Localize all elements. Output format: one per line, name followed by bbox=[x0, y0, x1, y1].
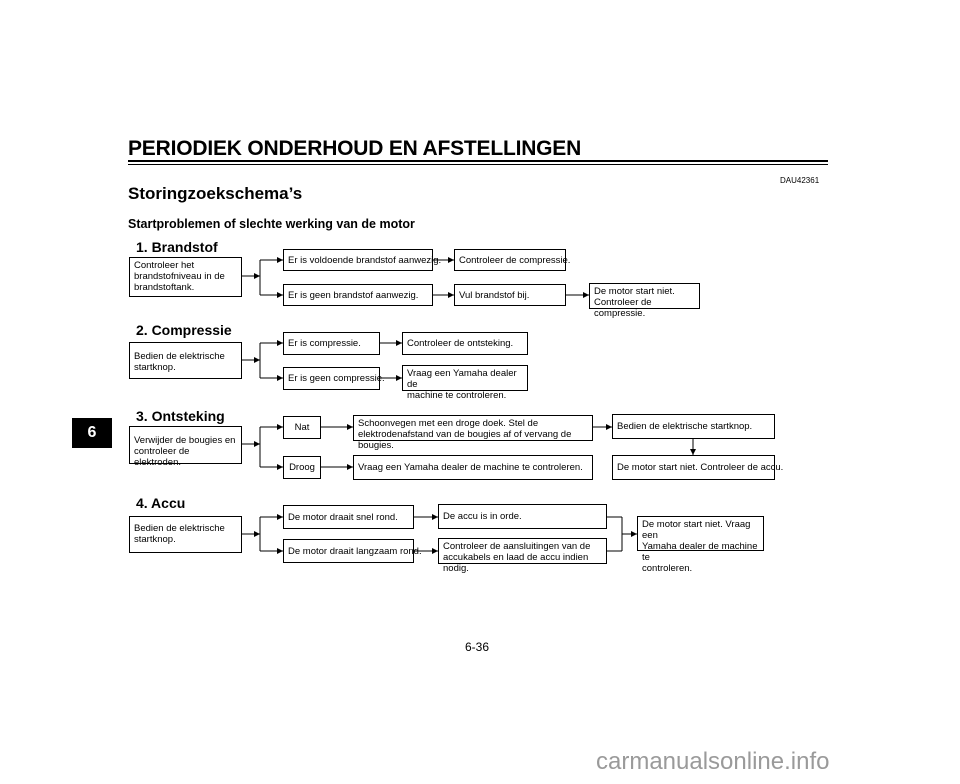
box-compression-present: Er is compressie. bbox=[283, 332, 380, 355]
box-refuel: Vul brandstof bij. bbox=[454, 284, 566, 306]
step-heading-accu: 4. Accu bbox=[136, 495, 186, 511]
section-subtitle: Startproblemen of slechte werking van de motor bbox=[128, 217, 415, 231]
box-check-compression-1: Controleer de compressie. bbox=[454, 249, 566, 271]
step-heading-brandstof: 1. Brandstof bbox=[136, 239, 218, 255]
box-fuel-sufficient: Er is voldoende brandstof aanwezig. bbox=[283, 249, 433, 271]
box-press-starter-3: Bedien de elektrische startknop. bbox=[129, 516, 242, 553]
section-title: Storingzoekschema’s bbox=[128, 184, 303, 203]
box-plugs-wet: Nat bbox=[283, 416, 321, 439]
box-clean-adjust-plugs: Schoonvegen met een droge doek. Stel de elektrodenafstand van de bougies af of vervang de bougies. bbox=[353, 415, 593, 441]
box-battery-ok: De accu is in orde. bbox=[438, 504, 607, 529]
chapter-tab: 6 bbox=[72, 418, 112, 448]
box-engine-no-start-check-compression: De motor start niet. Controleer de compressie. bbox=[589, 283, 700, 309]
box-engine-turns-slow: De motor draait langzaam rond. bbox=[283, 539, 414, 563]
box-press-starter-1: Bedien de elektrische startknop. bbox=[129, 342, 242, 379]
box-no-fuel: Er is geen brandstof aanwezig. bbox=[283, 284, 433, 306]
watermark: carmanualsonline.info bbox=[596, 748, 830, 775]
box-engine-no-start-dealer: De motor start niet. Vraag een Yamaha dealer de machine te controleren. bbox=[637, 516, 764, 551]
box-check-fuel-level: Controleer het brandstofniveau in de brandstoftank. bbox=[129, 257, 242, 297]
box-check-ignition: Controleer de ontsteking. bbox=[402, 332, 528, 355]
box-engine-turns-fast: De motor draait snel rond. bbox=[283, 505, 414, 529]
box-no-compression: Er is geen compressie. bbox=[283, 367, 380, 390]
page-number: 6-36 bbox=[465, 640, 490, 654]
page-header-title: PERIODIEK ONDERHOUD EN AFSTELLINGEN bbox=[128, 137, 582, 160]
box-engine-no-start-check-battery: De motor start niet. Controleer de accu. bbox=[612, 455, 775, 480]
step-heading-compressie: 2. Compressie bbox=[136, 322, 232, 338]
box-remove-spark-plugs: Verwijder de bougies en controleer de elektroden. bbox=[129, 426, 242, 464]
box-press-starter-2: Bedien de elektrische startknop. bbox=[612, 414, 775, 439]
box-dealer-check-ignition: Vraag een Yamaha dealer de machine te controleren. bbox=[353, 455, 593, 480]
box-dealer-check-compression: Vraag een Yamaha dealer de machine te controleren. bbox=[402, 365, 528, 391]
document-code: DAU42361 bbox=[780, 176, 820, 185]
step-heading-ontsteking: 3. Ontsteking bbox=[136, 408, 225, 424]
box-check-battery-cables: Controleer de aansluitingen van de accukabels en laad de accu indien nodig. bbox=[438, 538, 607, 564]
box-plugs-dry: Droog bbox=[283, 456, 321, 479]
